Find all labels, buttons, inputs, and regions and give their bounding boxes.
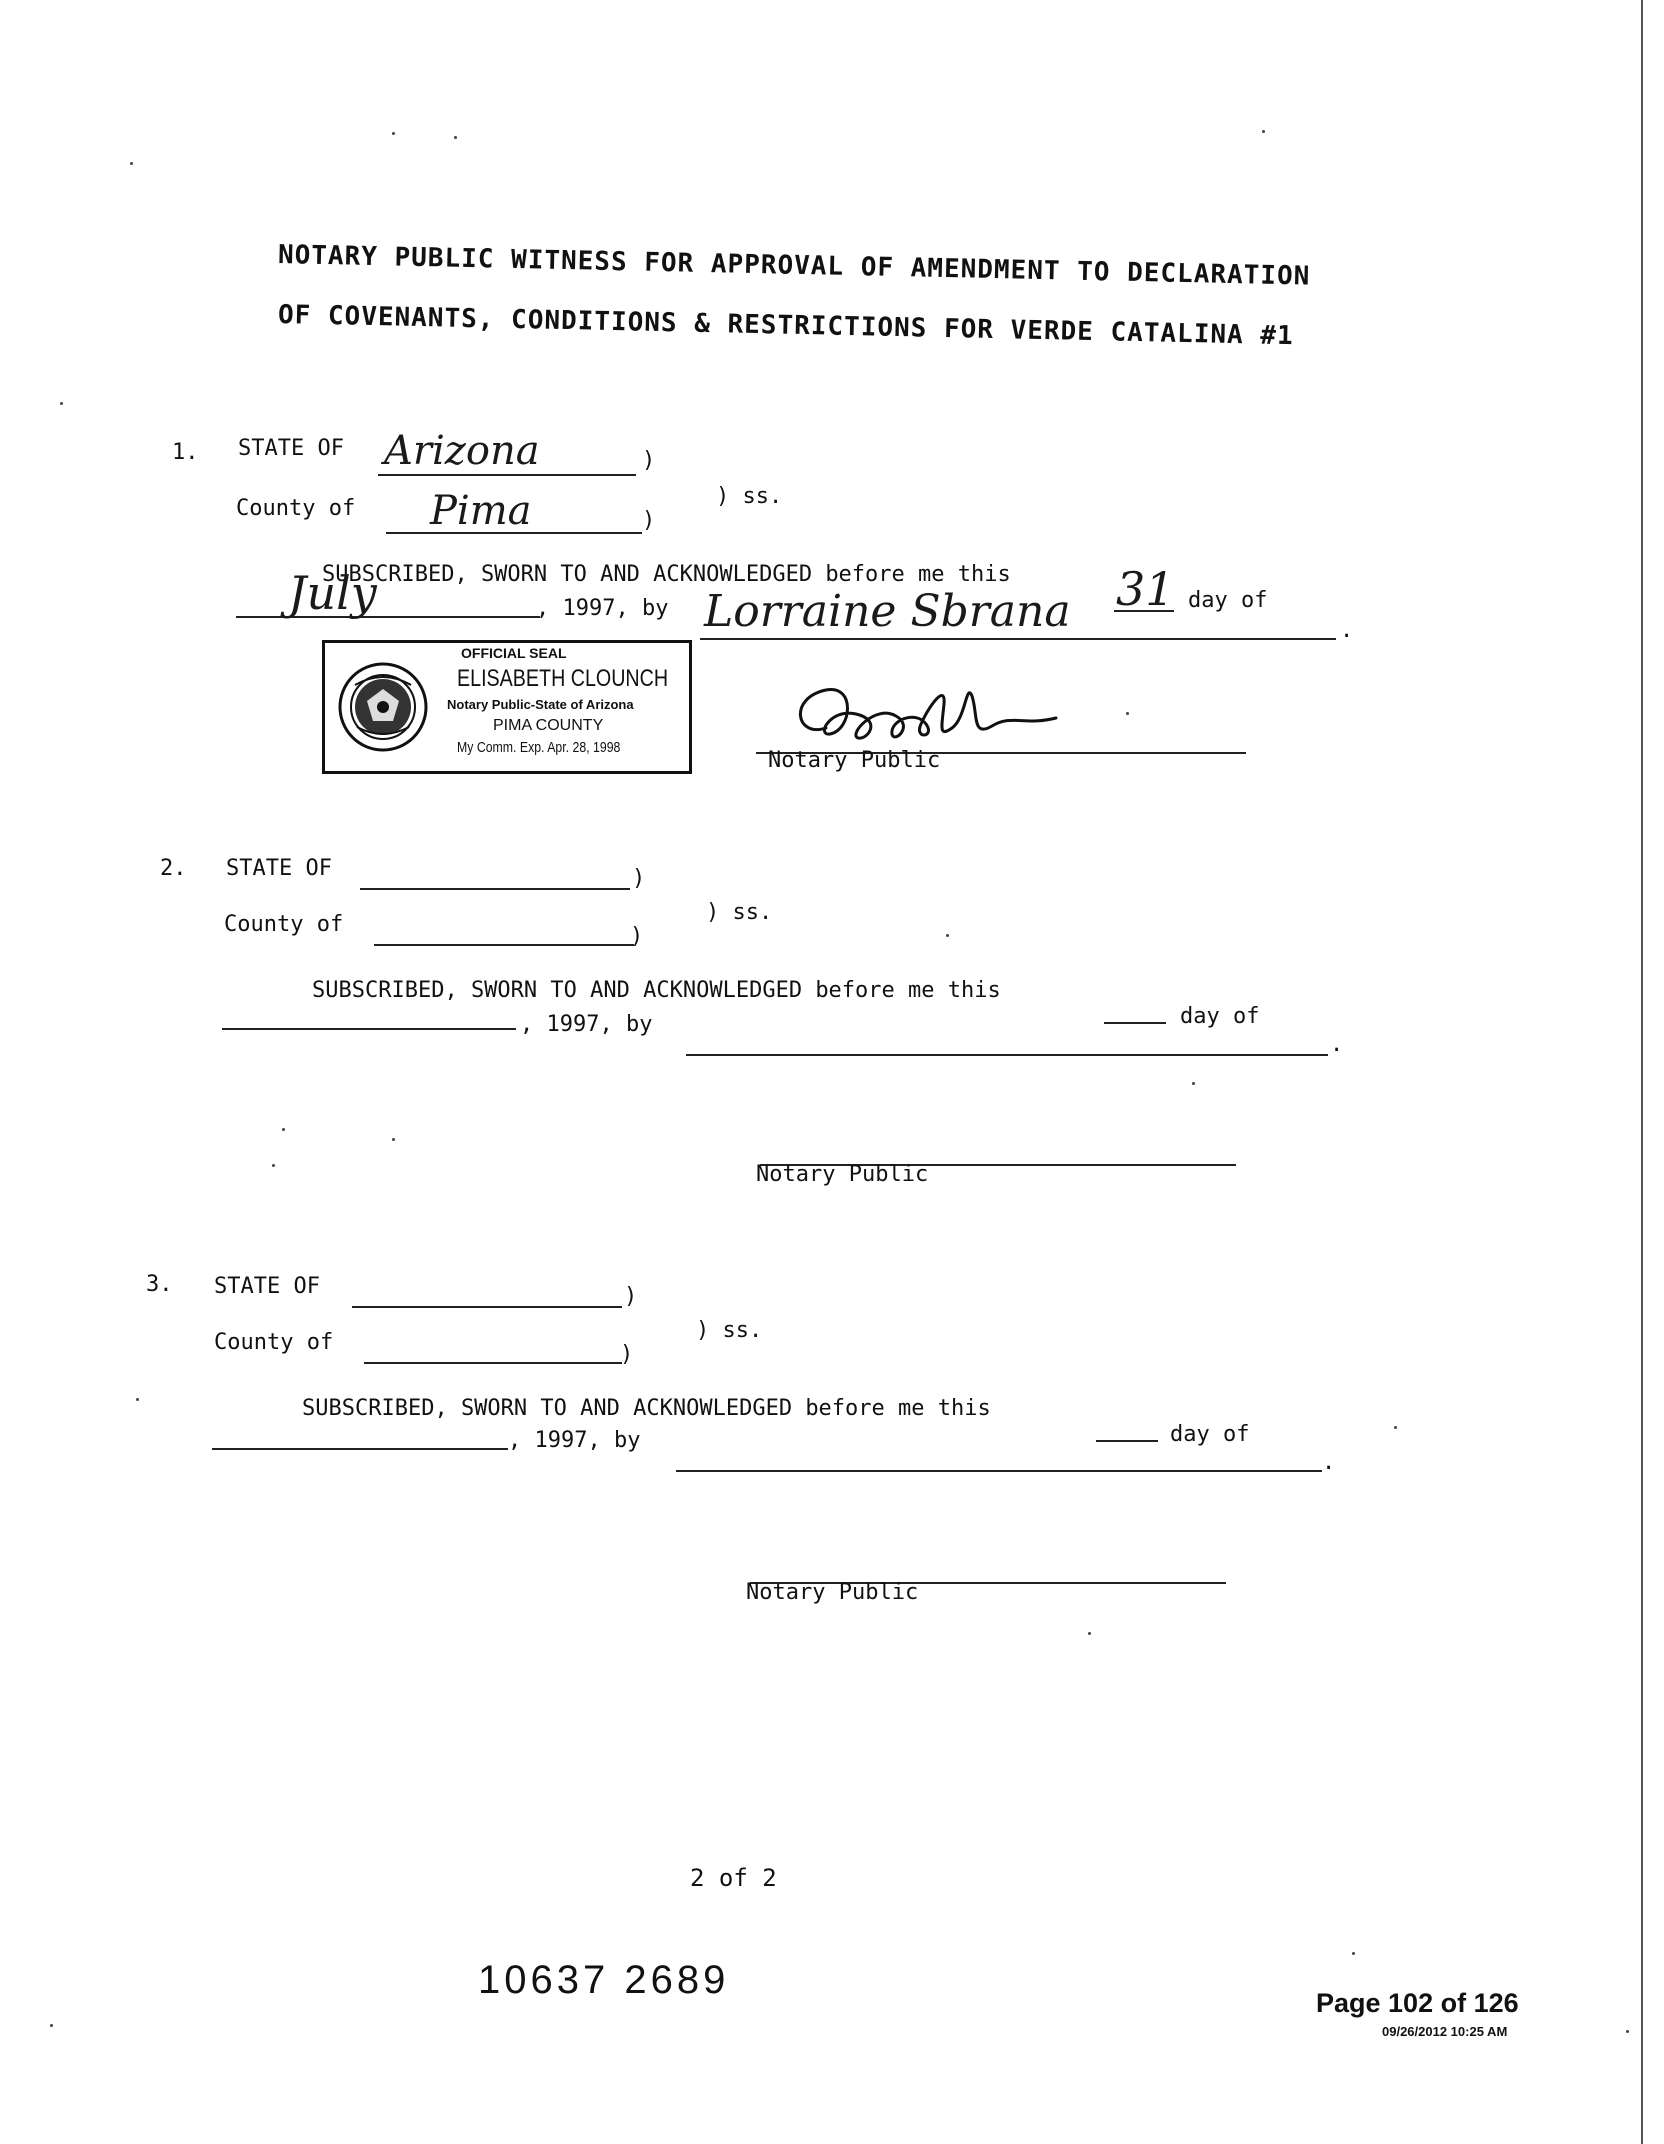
month-field-line	[222, 1028, 516, 1030]
state-field-line	[360, 888, 630, 890]
scan-speck	[60, 402, 63, 405]
section-number: 2.	[160, 856, 187, 881]
day-field-line	[1096, 1440, 1158, 1442]
scan-speck	[392, 132, 395, 135]
scan-edge-line	[1641, 0, 1643, 2144]
name-period: .	[1330, 1032, 1344, 1057]
day-handwritten-value: 31	[1116, 562, 1175, 616]
state-of-label: STATE OF	[214, 1274, 320, 1299]
notary-public-label: Notary Public	[756, 1162, 929, 1187]
county-field-line	[364, 1362, 622, 1364]
scan-speck	[392, 1138, 395, 1141]
section-number: 3.	[146, 1272, 173, 1297]
month-field-line	[212, 1448, 508, 1450]
scan-speck	[50, 2024, 53, 2027]
footer-timestamp: 09/26/2012 10:25 AM	[1382, 2024, 1508, 2039]
state-field-line	[352, 1306, 622, 1308]
document-title-line-1: NOTARY PUBLIC WITNESS FOR APPROVAL OF AMENDMENT TO DECLARATION	[277, 240, 1311, 292]
subscribed-text: SUBSCRIBED, SWORN TO AND ACKNOWLEDGED before me this	[302, 1396, 991, 1421]
scan-speck	[1352, 1952, 1355, 1955]
scan-speck	[136, 1398, 139, 1401]
name-field-line	[686, 1054, 1328, 1056]
scan-speck	[1088, 1632, 1091, 1635]
scan-speck	[1262, 130, 1265, 133]
section-number: 1.	[172, 440, 199, 465]
day-field-line	[1104, 1022, 1166, 1024]
official-seal-stamp	[322, 640, 692, 774]
name-handwritten-value: Lorraine Sbrana	[704, 586, 1071, 637]
scan-speck	[1126, 712, 1129, 715]
ss-label: ) ss.	[716, 484, 783, 509]
name-field-line	[700, 638, 1336, 640]
record-number: 10637 2689	[478, 1958, 730, 2002]
month-field-line	[236, 616, 540, 618]
year-by-label: , 1997, by	[508, 1428, 641, 1453]
county-of-label: County of	[236, 496, 356, 521]
day-of-label: day of	[1188, 588, 1268, 613]
name-period: .	[1322, 1450, 1336, 1475]
state-handwritten-value: Arizona	[384, 428, 540, 474]
year-by-label: , 1997, by	[536, 596, 669, 621]
county-close-paren: )	[620, 1342, 634, 1367]
seal-commission-line: My Comm. Exp. Apr. 28, 1998	[457, 739, 621, 756]
seal-state-line: Notary Public-State of Arizona	[447, 697, 634, 712]
ss-label: ) ss.	[706, 900, 773, 925]
state-field-line	[378, 474, 636, 476]
county-close-paren: )	[630, 924, 644, 949]
county-close-paren: )	[642, 508, 656, 533]
subscribed-text: SUBSCRIBED, SWORN TO AND ACKNOWLEDGED before me this	[312, 978, 1001, 1003]
name-field-line	[676, 1470, 1322, 1472]
notary-public-label: Notary Public	[746, 1580, 919, 1605]
subscribed-text: SUBSCRIBED, SWORN TO AND ACKNOWLEDGED before me this	[322, 562, 1011, 587]
state-of-label: STATE OF	[238, 436, 344, 461]
county-handwritten-value: Pima	[430, 488, 532, 534]
county-of-label: County of	[214, 1330, 334, 1355]
scan-speck	[282, 1128, 285, 1131]
footer-page-number: Page 102 of 126	[1316, 1988, 1519, 2018]
page-of-indicator: 2 of 2	[690, 1864, 777, 1892]
arizona-state-seal-icon	[337, 661, 429, 753]
scan-speck	[1192, 1082, 1195, 1085]
seal-notary-name: ELISABETH CLOUNCH	[457, 665, 669, 692]
scan-speck	[1626, 2030, 1629, 2033]
state-close-paren: )	[642, 448, 656, 473]
notary-public-label: Notary Public	[768, 748, 941, 773]
notary-signature-icon	[786, 668, 1076, 754]
month-handwritten-value: July	[288, 566, 377, 620]
county-field-line	[374, 944, 634, 946]
state-close-paren: )	[624, 1284, 638, 1309]
ss-label: ) ss.	[696, 1318, 763, 1343]
scan-speck	[454, 136, 457, 139]
day-of-label: day of	[1170, 1422, 1250, 1447]
document-title-line-2: OF COVENANTS, CONDITIONS & RESTRICTIONS FOR VERDE CATALINA #1	[277, 300, 1294, 352]
seal-header: OFFICIAL SEAL	[461, 645, 567, 661]
year-by-label: , 1997, by	[520, 1012, 653, 1037]
scan-speck	[946, 934, 949, 937]
scan-speck	[130, 162, 133, 165]
seal-county-line: PIMA COUNTY	[493, 717, 604, 734]
scan-speck	[272, 1164, 275, 1167]
name-period: .	[1340, 618, 1354, 643]
county-of-label: County of	[224, 912, 344, 937]
state-close-paren: )	[632, 866, 646, 891]
state-of-label: STATE OF	[226, 856, 332, 881]
scan-speck	[1394, 1426, 1397, 1429]
day-of-label: day of	[1180, 1004, 1260, 1029]
